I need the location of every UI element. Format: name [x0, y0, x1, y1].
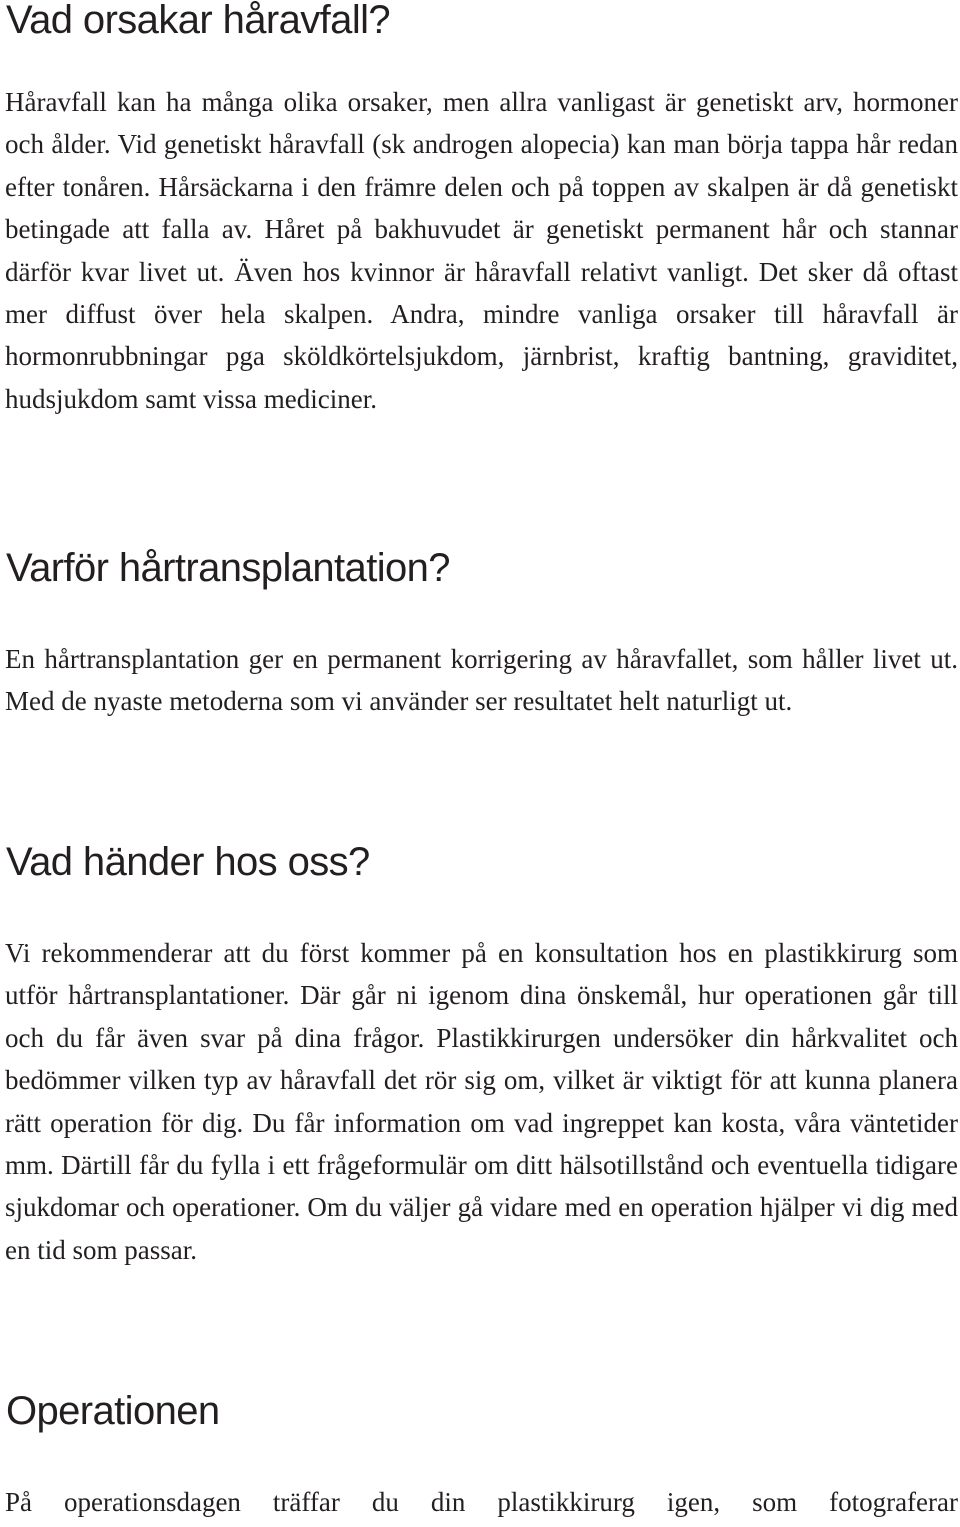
- section-text-what-happens: Vi rekommenderar att du först kommer på en konsultation hos en plastikkirurg som utför hårtransplantationer. Där går ni igenom dina önskemål, hur operationen går till och du får även svar på dina frågor. Plastikkirurgen undersöker din hårkvalitet och bedömmer vilken typ av håravfall det rör sig om, vilket är viktigt för att kunna planera rätt operation för dig. Du får information om vad ingreppet kan kosta, våra väntetider mm. Därtill får du fylla i ett frågeformulär om ditt hälsotillstånd och eventuella tidigare sjukdomar och operationer. Om du väljer gå vidare med en operation hjälper vi dig med en tid som passar.: [5, 938, 958, 1265]
- section-text-causes: Håravfall kan ha många olika orsaker, men allra vanligast är genetiskt arv, hormoner och ålder. Vid genetiskt håravfall (sk androgen alopecia) kan man börja tappa hår redan efter tonåren. Hårsäckarna i den främre delen och på toppen av skalpen är då genetiskt betingade att falla av. Håret på bakhuvudet är genetiskt permanent hår och stannar därför kvar livet ut. Även hos kvinnor är håravfall relativt vanligt. Det sker då oftast mer diffust över hela skalpen. Andra, mindre vanliga orsaker till håravfall är hormonrubbningar pga sköldkörtelsjukdom, järnbrist, kraftig bantning, graviditet, hudsjukdom samt vissa mediciner.: [5, 87, 958, 414]
- section-text-why-transplant: En hårtransplantation ger en permanent korrigering av håravfallet, som håller livet ut. Med de nyaste metoderna som vi använder ser resultatet helt naturligt ut.: [5, 644, 958, 717]
- section-heading-why-transplant: Varför hårtransplantation?: [6, 546, 450, 590]
- section-text-operation: På operationsdagen träffar du din plastikkirurg igen, som fotograferar: [5, 1487, 958, 1517]
- section-heading-causes: Vad orsakar håravfall?: [6, 0, 391, 42]
- section-heading-what-happens: Vad händer hos oss?: [6, 840, 370, 884]
- section-heading-operation: Operationen: [6, 1389, 220, 1433]
